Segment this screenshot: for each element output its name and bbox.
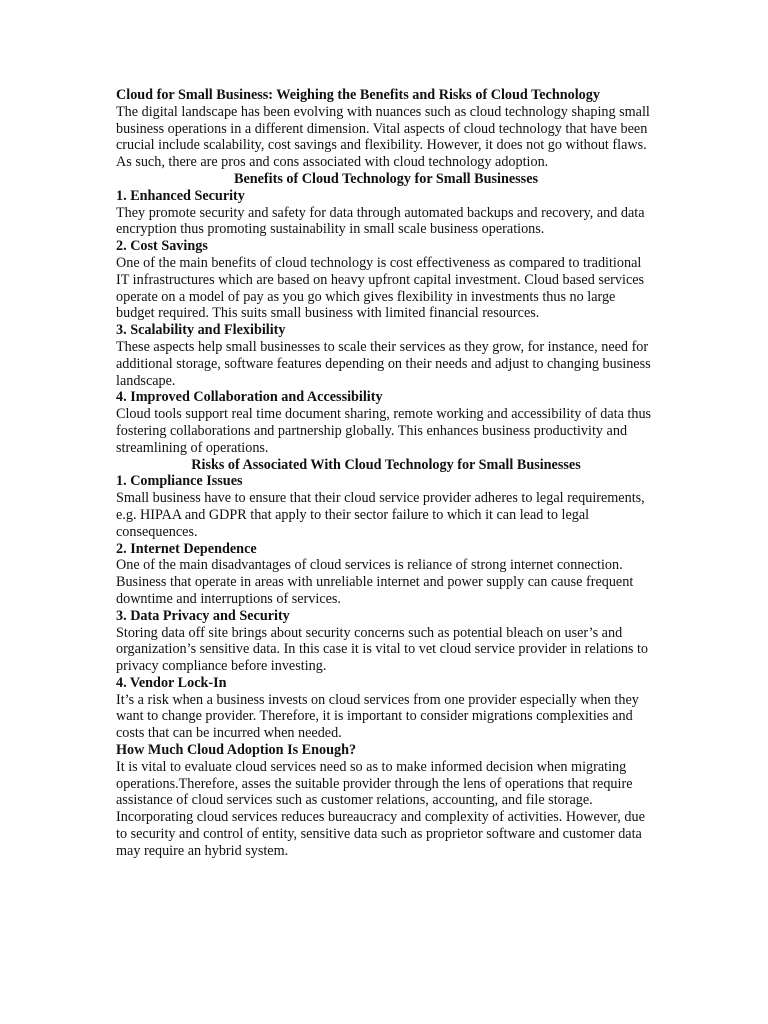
adoption-heading: How Much Cloud Adoption Is Enough? [116,742,357,759]
risk-text-compliance: Small business have to ensure that their cloud service provider adheres to legal requirements, e.g. HIPAA and GDPR that apply to their sector failure to which it can lead to legal consequences. [116,490,645,540]
benefit-heading-cost-savings: 2. Cost Savings [116,238,208,255]
document-title: Cloud for Small Business: Weighing the Benefits and Risks of Cloud Technology [116,87,600,103]
risk-text-data-privacy: Storing data off site brings about security concerns such as potential bleach on user’s and organization’s sensitive data. In this case it is vital to vet cloud service provider in relations to privacy compliance before investing. [116,624,649,675]
risk-text-internet-dependence: One of the main disadvantages of cloud services is reliance of strong internet connection. Business that operate in areas with unreliable internet and power supply can cause frequent downtime and interruptions of services. [116,557,634,607]
benefit-text-enhanced-security: They promote security and safety for data through automated backups and recovery, and data encryption thus promoting sustainability in small scale business operations. [116,204,645,238]
benefit-text-collaboration: Cloud tools support real time document sharing, remote working and accessibility of data thus fostering collaborations and partnership globally. This enhances business productivity and streamlining of operations. [116,406,652,456]
benefit-text-cost-savings: One of the main benefits of cloud technology is cost effectiveness as compared to traditional IT infrastructures which are based on heavy upfront capital investment. Cloud based services operate on a model of pay as you go which gives flexibility in investments thus no large budget required. This suits small business with limited financial resources. [116,254,645,322]
benefit-heading-collaboration: 4. Improved Collaboration and Accessibility [116,389,383,406]
risk-heading-compliance: 1. Compliance Issues [116,473,243,490]
benefit-heading-scalability: 3. Scalability and Flexibility [116,322,286,339]
adoption-text: It is vital to evaluate cloud services need so as to make informed decision when migrating operations.Therefore, asses the suitable provider through the lens of operations that require assistance of cloud services such as customer relations, accounting, and file storage. Incorporating cloud services reduces bureaucracy and complexity of activities. However, due to security and control of entity, sensitive data such as proprietor software and customer data may require an hybrid system. [116,758,645,859]
benefit-text-scalability: These aspects help small businesses to scale their services as they grow, for instance, need for additional storage, software features depending on their needs and adjust to changing business landscape. [116,338,651,389]
risk-heading-data-privacy: 3. Data Privacy and Security [116,607,290,624]
risk-heading-internet-dependence: 2. Internet Dependence [116,540,257,557]
risk-heading-vendor-lock-in: 4. Vendor Lock-In [116,674,227,691]
document-page [116,87,656,860]
benefits-heading: Benefits of Cloud Technology for Small Businesses [233,170,539,187]
risk-text-vendor-lock-in: It’s a risk when a business invests on cloud services from one provider especially when they want to change provider. Therefore, it is important to consider migrations complexities and costs that can be incurred when needed. [116,691,639,742]
intro-paragraph: The digital landscape has been evolving with nuances such as cloud technology shaping small business operations in a different dimension. Vital aspects of cloud technology that have been crucial include scalability, cost savings and flexibility. However, it does not go without flaws. As such, there are pros and cons associated with cloud technology adoption. [116,103,650,171]
benefit-heading-enhanced-security: 1. Enhanced Security [116,187,245,204]
risks-heading: Risks of Associated With Cloud Technology for Small Businesses [191,456,581,473]
